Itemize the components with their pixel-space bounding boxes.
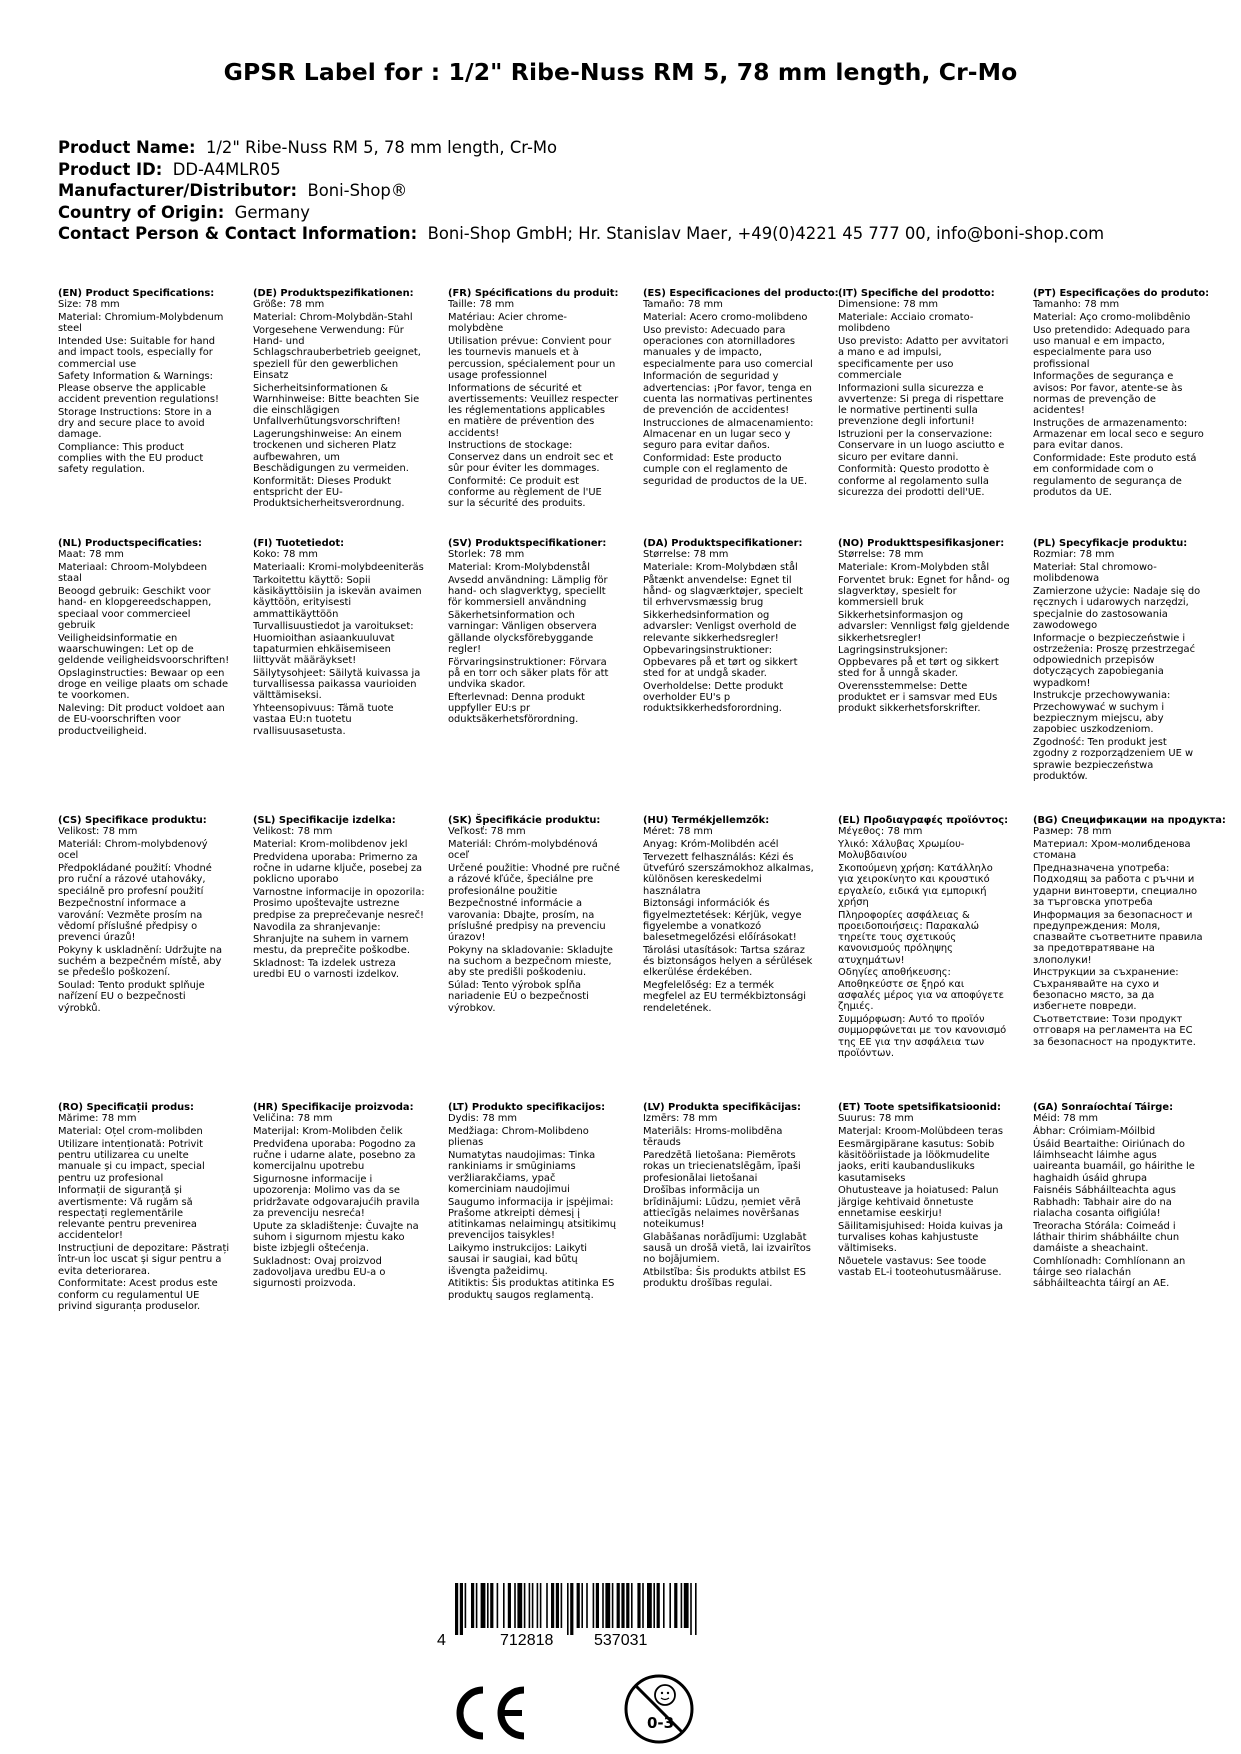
- language-heading: (SL) Specifikacije izdelka:: [253, 815, 396, 826]
- language-line: Предназначена употреба: Подходящ за работа с ръчни и ударни винтоверти, специално за търговска употреба: [1033, 862, 1198, 908]
- language-line: Tervezett felhasználás: Kézi és ütvefúró szerszámokhoz alkalmas, különösen kereskedelmi használatra: [643, 851, 814, 897]
- barcode-bar: [532, 1583, 534, 1628]
- language-line: Tamaño: 78 mm: [643, 299, 723, 311]
- language-line: Efterlevnad: Denna produkt uppfyller EU:s pr oduktsäkerhetsförordning.: [448, 691, 585, 726]
- language-line: Información de seguridad y advertencias: ¡Por favor, tenga en cuenta las normativas pertinentes de prevención de accidentes!: [643, 371, 813, 417]
- language-line: Instructions de stockage: Conservez dans un endroit sec et sûr pour éviter les dommages.: [448, 440, 614, 475]
- language-line: Υλικό: Χάλυβας Χρωμίου-Μολυβδαινίου: [838, 838, 965, 862]
- barcode-bar: [561, 1583, 563, 1628]
- barcode-bar: [556, 1583, 559, 1628]
- language-line: Material: Krom-Molybdenstål: [448, 561, 590, 573]
- language-line: Navodila za shranjevanje: Shranjujte na suhem in varnem mestu, da preprečite poškodbe.: [253, 922, 410, 956]
- language-line: Sikkerhetsinformasjon og advarsler: Vennligst følg gjeldende sikkerhetsregler!: [838, 609, 1010, 644]
- barcode-bar: [637, 1583, 640, 1628]
- language-heading: (GA) Sonraíochtaí Táirge:: [1033, 1102, 1174, 1113]
- barcode-bar: [674, 1583, 677, 1628]
- barcode-bar: [490, 1583, 493, 1628]
- barcode-bar: [529, 1583, 531, 1628]
- language-line: Material: Aço cromo-molibdênio: [1033, 311, 1191, 323]
- contact-value: Boni-Shop GmbH; Hr. Stanislav Maer, +49(0)4221 45 777 00, info@boni-shop.com: [427, 224, 1105, 243]
- ce-mark-icon: [452, 1683, 532, 1743]
- contact-label: Contact Person & Contact Information:: [58, 224, 418, 243]
- language-line: Instrukcje przechowywania: Przechowywać w suchym i bezpiecznym miejscu, aby zapobiec uszkodzeniom.: [1033, 690, 1171, 736]
- barcode-digit-first: 4: [437, 1632, 446, 1649]
- language-line: Συμμόρφωση: Αυτό το προϊόν συμμορφώνεται με τον κανονισμό της ΕΕ για την ασφάλεια των προϊόντων.: [838, 1014, 1007, 1059]
- language-line: Laikymo instrukcijos: Laikyti sausai ir saugiai, kad būtų išvengta pažeidimų.: [448, 1243, 588, 1277]
- language-block: [253, 288, 425, 511]
- barcode-bar: [612, 1583, 614, 1628]
- language-block: [253, 1102, 425, 1291]
- language-line: Compliance: This product complies with the EU product safety regulation.: [58, 441, 204, 476]
- language-block: [838, 288, 1010, 500]
- language-line: Comhlíonadh: Comhlíonann an táirge seo rialachán sábháilteachta táirgí an AE.: [1033, 1255, 1186, 1290]
- barcode-digits-right: 537031: [594, 1632, 648, 1649]
- language-line: Súlad: Tento výrobok spĺňa nariadenie EÚ o bezpečnosti výrobkov.: [448, 980, 589, 1014]
- barcode-bar: [508, 1583, 511, 1628]
- barcode-bar: [621, 1583, 624, 1628]
- language-line: Materiale: Krom-Molybden stål: [838, 561, 990, 573]
- language-line: Treoracha Stórála: Coimeád i láthair thirim shábháilte chun damáiste a sheachaint.: [1033, 1220, 1180, 1255]
- not-for-children-0-3-icon: [623, 1673, 695, 1745]
- language-block: [643, 815, 815, 1015]
- language-line: Atitiktis: Šis produktas atitinka ES produktų saugos reglamentą.: [448, 1278, 615, 1301]
- barcode-bars: [435, 1583, 705, 1635]
- language-line: Zgodność: Ten produkt jest zgodny z rozporządzeniem UE w sprawie bezpieczeństwa produktów.: [1033, 737, 1194, 782]
- language-line: Conformidad: Este producto cumple con el reglamento de seguridad de productos de la UE.: [643, 453, 808, 487]
- language-line: Материал: Хром-молибденова стомана: [1033, 838, 1191, 862]
- language-line: Overholdelse: Dette produkt overholder EU's p roduktsikkerhedsforordning.: [643, 680, 784, 715]
- barcode-bar: [681, 1583, 683, 1628]
- language-block: [1033, 1102, 1205, 1291]
- barcode-bar: [460, 1583, 463, 1635]
- page-title: GPSR Label for : 1/2" Ribe-Nuss RM 5, 78 mm length, Cr-Mo: [223, 58, 1018, 86]
- language-block: [1033, 538, 1205, 784]
- language-line: Tarkoitettu käyttö: Sopii käsikäyttöisiin ja iskevän avaimen käyttöön, erityisesti ammattikäyttöön: [253, 574, 422, 620]
- language-line: Nõuetele vastavus: See toode vastab EL-i tooteohutusmääruse.: [838, 1255, 1002, 1279]
- barcode-bar: [593, 1583, 595, 1628]
- barcode-bar: [690, 1583, 692, 1635]
- language-line: Taille: 78 mm: [448, 299, 515, 311]
- barcode-bar: [695, 1583, 697, 1635]
- language-line: Predvidena uporaba: Primerno za ročne in udarne ključe, posebej za poklicno uporabo: [253, 851, 423, 886]
- language-line: Размер: 78 mm: [1033, 826, 1112, 838]
- language-line: Informações de segurança e avisos: Por favor, atente-se às normas de prevenção de acidentes!: [1033, 371, 1183, 417]
- language-line: Zamierzone użycie: Nadaje się do ręcznych i udarowych narzędzi, specjalnie do zastosowania zawodowego: [1033, 585, 1201, 631]
- language-line: Σκοπούμενη χρήση: Κατάλληλο για χειροκίνητο και κρουστικό εργαλείο, ειδικά για εμπορική χρήση: [838, 862, 993, 908]
- manufacturer-value: Boni-Shop®: [307, 181, 408, 200]
- manufacturer-label: Manufacturer/Distributor:: [58, 181, 298, 200]
- language-line: Maat: 78 mm: [58, 549, 124, 561]
- language-block: [58, 815, 230, 1015]
- barcode-bar: [570, 1583, 573, 1635]
- language-line: Säkerhetsinformation och varningar: Vänligen observera gällande olycksförebyggande regler!: [448, 609, 597, 655]
- language-line: Velikost: 78 mm: [253, 826, 333, 838]
- language-block: [253, 538, 425, 738]
- language-line: Ohutusteave ja hoiatused: Palun järgige kehtivaid õnnetuste ennetamise eeskirju!: [838, 1185, 999, 1219]
- language-heading: (FR) Spécifications du produit:: [448, 288, 619, 299]
- barcode-bar: [497, 1583, 499, 1628]
- language-line: Storage Instructions: Store in a dry and secure place to avoid damage.: [58, 406, 212, 441]
- language-line: Size: 78 mm: [58, 299, 120, 311]
- language-line: Drošības informācija un brīdinājumi: Lūdzu, ņemiet vērā attiecīgās nelaimes novēršanas noteikumus!: [643, 1185, 801, 1231]
- language-line: Größe: 78 mm: [253, 299, 325, 311]
- language-heading: (NL) Productspecificaties:: [58, 538, 202, 549]
- language-line: Uso previsto: Adecuado para operaciones con atornilladores manuales y de impacto, especialmente para uso comercial: [643, 324, 813, 370]
- barcode-bar: [581, 1583, 583, 1628]
- barcode-bar: [596, 1583, 599, 1628]
- language-line: Matériau: Acier chrome-molybdène: [448, 311, 567, 335]
- language-block: [838, 1102, 1010, 1280]
- language-heading: (LV) Produkta specifikācijas:: [643, 1102, 801, 1113]
- language-line: Turvallisuustiedot ja varoitukset: Huomioithan asiaankuuluvat tapaturmien ehkäisemiseen liittyvät määräykset!: [253, 621, 414, 667]
- language-line: Varnostne informacije in opozorila: Prosimo upoštevajte ustrezne predpise za preprečevanje nesreč!: [253, 886, 425, 921]
- language-heading: (HR) Specifikacije proizvoda:: [253, 1102, 414, 1113]
- language-line: Sikkerhedsinformation og advarsler: Venligst overhold de relevante sikkerhedsregler!: [643, 609, 797, 644]
- product-id-row: [58, 159, 1208, 181]
- barcode-bar: [647, 1583, 652, 1628]
- language-line: Conformité: Ce produit est conforme au règlement de l'UE sur la sécurité des produits.: [448, 475, 602, 510]
- language-line: Vorgesehene Verwendung: Für Hand- und Schlagschrauberbetrieb geeignet, speziell für den gewerblichen Einsatz: [253, 324, 421, 381]
- language-line: Μέγεθος: 78 mm: [838, 826, 923, 838]
- barcode-digits-left: 712818: [500, 1632, 554, 1649]
- barcode-bar: [537, 1583, 539, 1628]
- language-line: Utilisation prévue: Convient pour les tournevis manuels et à percussion, spécialement pour un usage professionnel: [448, 335, 616, 381]
- language-line: Materiál: Chrom-molybdenový ocel: [58, 838, 208, 862]
- language-line: Størrelse: 78 mm: [838, 549, 924, 561]
- barcode-bar: [602, 1583, 604, 1628]
- language-line: Istruzioni per la conservazione: Conservare in un luogo asciutto e sicuro per evitare danni.: [838, 429, 1005, 463]
- language-line: Materiaali: Kromi-molybdeeniteräs: [253, 561, 424, 573]
- language-line: Materjal: Kroom-Molübdeen teras: [838, 1125, 1004, 1137]
- language-line: Faisnéis Sábháilteachta agus Rabhadh: Tabhair aire do na rialacha cosanta oifigiúla!: [1033, 1185, 1176, 1219]
- language-line: Úsáid Beartaithe: Oiriúnach do láimhseacht láimhe agus uaireanta buamáil, go háirithe le haghaidh úsáid ghrupa: [1033, 1138, 1195, 1184]
- language-line: Conformità: Questo prodotto è conforme al regolamento sulla sicurezza dei prodotti dell'UE.: [838, 464, 990, 498]
- language-heading: (PL) Specyfikacje produktu:: [1033, 538, 1188, 549]
- language-line: Material: Acero cromo-molibdeno: [643, 311, 808, 323]
- language-line: Upute za skladištenje: Čuvajte na suhom i sigurnom mjestu kako biste izbjegli oštećenja.: [253, 1220, 419, 1255]
- language-line: Material: Krom-molibdenov jekl: [253, 838, 408, 850]
- language-block: [448, 538, 620, 727]
- language-line: Izmērs: 78 mm: [643, 1113, 718, 1125]
- language-heading: (DA) Produktspecifikationer:: [643, 538, 803, 549]
- language-heading: (FI) Tuotetiedot:: [253, 538, 345, 549]
- language-line: Informații de siguranță și avertismente: Vă rugăm să respectați reglementările relevante pentru prevenirea accidentelor!: [58, 1185, 197, 1242]
- barcode-bar: [471, 1583, 474, 1628]
- language-line: Méret: 78 mm: [643, 826, 713, 838]
- language-line: Beoogd gebruik: Geschikt voor hand- en klopgereedschappen, speciaal voor commercieel gebruik: [58, 585, 212, 631]
- language-heading: (ET) Toote spetsifikatsioonid:: [838, 1102, 1001, 1113]
- language-block: [58, 538, 230, 738]
- language-block: [643, 1102, 815, 1291]
- language-line: Predviđena uporaba: Pogodno za ručne i udarne alate, posebno za komercijalnu upotrebu: [253, 1138, 416, 1173]
- language-heading: (HU) Termékjellemzők:: [643, 815, 770, 826]
- barcode-bar: [669, 1583, 671, 1628]
- language-line: Dimensione: 78 mm: [838, 299, 938, 311]
- language-heading: (NO) Produkttspesifikasjoner:: [838, 538, 1005, 549]
- language-line: Materijal: Krom-Molibden čelik: [253, 1125, 403, 1137]
- language-heading: (RO) Specificații produs:: [58, 1102, 194, 1113]
- language-line: Material: Chromium-Molybdenum steel: [58, 311, 224, 335]
- language-line: Numatytas naudojimas: Tinka rankiniams ir smūginiams veržliarakčiams, ypač komerciniam naudojimui: [448, 1149, 596, 1195]
- language-heading: (IT) Specifiche del prodotto:: [838, 288, 995, 299]
- language-line: Méid: 78 mm: [1033, 1113, 1099, 1125]
- barcode-bar: [487, 1583, 489, 1628]
- language-heading: (LT) Produkto specifikacijos:: [448, 1102, 606, 1113]
- language-line: Sicherheitsinformationen & Warnhinweise: Bitte beachten Sie die einschlägigen Unfallverhütungsvorschriften!: [253, 382, 420, 428]
- language-line: Πληροφορίες ασφάλειας & προειδοποιήσεις: Παρακαλώ τηρείτε τους σχετικούς κανονισμούς πρόληψης ατυχημάτων!: [838, 909, 979, 966]
- language-heading: (SV) Produktspecifikationer:: [448, 538, 607, 549]
- language-line: Informacje o bezpieczeństwie i ostrzeżenia: Proszę przestrzegać odpowiednich przepisów dotyczących zapobiegania wypadkom!: [1033, 632, 1196, 689]
- language-block: [448, 288, 620, 511]
- language-line: Biztonsági információk és figyelmeztetések: Kérjük, vegye figyelembe a vonatkozó balesetmegelőzési előírásokat!: [643, 898, 802, 944]
- language-line: Информация за безопасност и предупреждения: Моля, спазвайте съответните правила за предотвратяване на злополуки!: [1033, 909, 1203, 966]
- language-line: Opslaginstructies: Bewaar op een droge en veilige plaats om schade te voorkomen.: [58, 667, 229, 702]
- language-line: Naleving: Dit product voldoet aan de EU-voorschriften voor productveiligheid.: [58, 703, 225, 737]
- language-line: Medžiaga: Chrom-Molibdeno plienas: [448, 1125, 589, 1149]
- language-line: Lagerungshinweise: An einem trockenen und sicheren Platz aufbewahren, um Beschädigungen zu vermeiden.: [253, 429, 409, 475]
- language-block: [448, 1102, 620, 1302]
- language-line: Veličina: 78 mm: [253, 1113, 333, 1125]
- language-line: Určené použitie: Vhodné pre ručné a rázové kľúče, špeciálne pre profesionálne použitie: [448, 862, 620, 897]
- barcode-bar: [476, 1583, 478, 1628]
- barcode-bar: [503, 1583, 505, 1628]
- language-line: Konformität: Dieses Produkt entspricht der EU-Produktsicherheitsverordnung.: [253, 475, 405, 510]
- language-heading: (BG) Спецификации на продукта:: [1033, 815, 1226, 826]
- language-line: Οδηγίες αποθήκευσης: Αποθηκεύστε σε ξηρό και ασφαλές μέρος για να αποφύγετε ζημιές.: [838, 967, 1004, 1013]
- barcode-bar: [586, 1583, 588, 1628]
- language-line: Soulad: Tento produkt splňuje nařízení EU o bezpečnosti výrobků.: [58, 980, 205, 1014]
- language-line: Tárolási utasítások: Tartsa száraz és biztonságos helyen a sérülések elkerülése érdekében.: [643, 944, 813, 979]
- language-heading: (CS) Specifikace produktu:: [58, 815, 207, 826]
- language-line: Instrucțiuni de depozitare: Păstrați într-un loc uscat și sigur pentru a evita deteriorarea.: [58, 1243, 230, 1277]
- language-line: Glabāšanas norādījumi: Uzglabāt sausā un drošā vietā, lai izvairītos no bojājumiem.: [643, 1231, 811, 1266]
- manufacturer-row: [58, 180, 1208, 202]
- barcode-bar: [540, 1583, 542, 1628]
- barcode-bar: [465, 1583, 467, 1628]
- language-line: Utilizare intenționată: Potrivit pentru utilizarea cu unelte manuale și cu impact, special pentru uz profesional: [58, 1138, 205, 1184]
- language-line: Intended Use: Suitable for hand and impact tools, especially for commercial use: [58, 335, 216, 370]
- language-line: Eesmärgipärane kasutus: Sobib käsitööriistade ja löökmudelite jaoks, eriti kaubanduslikuks kasutamiseks: [838, 1138, 995, 1184]
- language-line: Informazioni sulla sicurezza e avvertenze: Si prega di rispettare le normative pertinenti sulla prevenzione degli infortuni!: [838, 382, 1004, 428]
- language-line: Instrucciones de almacenamiento: Almacenar en un lugar seco y seguro para evitar daños.: [643, 417, 814, 452]
- language-heading: (ES) Especificaciones del producto:: [643, 288, 839, 299]
- language-line: Dydis: 78 mm: [448, 1113, 518, 1125]
- language-line: Storlek: 78 mm: [448, 549, 525, 561]
- product-info-block: [58, 137, 1208, 245]
- language-line: Materiál: Chróm-molybdénová oceľ: [448, 838, 598, 862]
- language-line: Materiale: Acciaio cromato-molibdeno: [838, 311, 974, 335]
- barcode-bar: [577, 1583, 580, 1628]
- barcode-bar: [546, 1583, 548, 1628]
- language-line: Předpokládané použití: Vhodné pro ruční a rázové utahováky, speciálně pro profesní použití: [58, 862, 212, 897]
- language-block: [643, 538, 815, 716]
- language-block: [58, 288, 230, 477]
- language-block: [253, 815, 425, 982]
- barcode-bar: [551, 1583, 554, 1628]
- language-line: Størrelse: 78 mm: [643, 549, 729, 561]
- language-line: Materiaal: Chroom-Molybdeen staal: [58, 561, 207, 585]
- product-id-label: Product ID:: [58, 159, 163, 179]
- language-line: Ábhar: Cróimiam-Móilbid: [1033, 1125, 1156, 1137]
- language-line: Uso previsto: Adatto per avvitatori a mano e ad impulsi, specificamente per uso commerciale: [838, 335, 1009, 381]
- barcode-bar: [524, 1583, 526, 1628]
- product-name-row: [58, 137, 1208, 159]
- language-line: Megfelelőség: Ez a termék megfelel az EU termékbiztonsági rendeletének.: [643, 980, 807, 1014]
- barcode-bar: [642, 1583, 644, 1628]
- language-line: Sigurnosne informacije i upozorenja: Molimo vas da se pridržavate odgovarajućih pravila za prevenciju nesreća!: [253, 1173, 420, 1219]
- country-of-origin-value: Germany: [234, 202, 311, 222]
- language-heading: (EL) Προδιαγραφές προϊόντος:: [838, 815, 1009, 826]
- language-line: Påtænkt anvendelse: Egnet til hånd- og slagværktøjer, specielt til erhvervsmæssig brug: [643, 574, 803, 609]
- language-line: Lagringsinstruksjoner: Oppbevares på et tørt og sikkert sted for å unngå skader.: [838, 645, 999, 679]
- language-line: Material: Chrom-Molybdän-Stahl: [253, 311, 413, 323]
- language-block: [58, 1102, 230, 1314]
- language-line: Safety Information & Warnings: Please observe the applicable accident prevention regulations!: [58, 371, 219, 405]
- barcode-bar: [626, 1583, 629, 1628]
- barcode-bar: [663, 1583, 665, 1628]
- language-line: Avsedd användning: Lämplig för hand- och slagverktyg, speciellt för kommersiell användning: [448, 574, 608, 609]
- language-line: Instruções de armazenamento: Armazenar em local seco e seguro para evitar danos.: [1033, 417, 1204, 452]
- language-line: Material: Oțel crom-molibden: [58, 1125, 203, 1137]
- language-heading: (DE) Produktspezifikationen:: [253, 288, 414, 299]
- age-range-label: 0-3: [647, 1714, 675, 1732]
- language-line: Paredzētā lietošana: Piemērots rokas un triecienatslēgām, īpaši profesionālai lietošanai: [643, 1149, 801, 1184]
- language-block: [1033, 288, 1210, 500]
- language-line: Förvaringsinstruktioner: Förvara på en torr och säker plats för att undvika skador.: [448, 656, 609, 691]
- language-line: Opbevaringsinstruktioner: Opbevares på et tørt og sikkert sted for at undgå skader.: [643, 645, 798, 679]
- barcode-bar: [617, 1583, 620, 1628]
- language-line: Mărime: 78 mm: [58, 1113, 137, 1125]
- language-line: Saugumo informacija ir įspėjimai: Prašome atkreipti dėmesį į atitinkamas nelaimingų atsitikimų prevencijos taisykles!: [448, 1196, 617, 1242]
- language-line: Rozmiar: 78 mm: [1033, 549, 1115, 561]
- language-line: Sukladnost: Ovaj proizvod zadovoljava uredbu EU-a o sigurnosti proizvoda.: [253, 1255, 386, 1290]
- language-line: Koko: 78 mm: [253, 549, 318, 561]
- language-block: [1033, 815, 1226, 1049]
- language-heading: (PT) Especificações do produto:: [1033, 288, 1210, 299]
- language-line: Overensstemmelse: Dette produktet er i samsvar med EUs produkt sikkerhetsforskrifter.: [838, 680, 998, 715]
- language-line: Skladnost: Ta izdelek ustreza uredbi EU o varnosti izdelkov.: [253, 957, 400, 980]
- language-line: Yhteensopivuus: Tämä tuote vastaa EU:n tuotetu rvallisuusasetusta.: [253, 703, 394, 737]
- language-line: Съответствие: Този продукт отговаря на регламента на ЕС за безопасност на продуктите.: [1033, 1014, 1196, 1048]
- language-line: Veiligheidsinformatie en waarschuwingen: Let op de geldende veiligheidsvoorschriften!: [58, 632, 230, 667]
- contact-row: [58, 223, 1208, 245]
- country-of-origin-row: [58, 202, 1208, 224]
- barcode-bar: [684, 1583, 689, 1628]
- language-line: Forventet bruk: Egnet for hånd- og slagverktøy, spesielt for kommersiell bruk: [838, 574, 1010, 609]
- barcode-bar: [567, 1583, 569, 1635]
- barcode-bar: [605, 1583, 610, 1628]
- language-line: Pokyny k uskladnění: Udržujte na suchém a bezpečném místě, aby se předešlo poškození.: [58, 944, 223, 979]
- barcode-bar: [455, 1583, 458, 1635]
- language-block: [643, 288, 839, 488]
- language-line: Anyag: Króm-Molibdén acél: [643, 838, 779, 850]
- language-line: Materiāls: Hroms-molibdēna tērauds: [643, 1125, 783, 1149]
- ean-barcode: [435, 1583, 705, 1665]
- language-line: Pokyny na skladovanie: Skladujte na suchom a bezpečnom mieste, aby ste predišli poškodeniu.: [448, 944, 613, 979]
- language-line: Materiale: Krom-Molybdæn stål: [643, 561, 798, 573]
- language-heading: (EN) Product Specifications:: [58, 288, 215, 299]
- language-line: Tamanho: 78 mm: [1033, 299, 1120, 311]
- language-line: Uso pretendido: Adequado para uso manual e em impacto, especialmente para uso profissional: [1033, 324, 1191, 370]
- language-line: Säilytysohjeet: Säilytä kuivassa ja turvallisessa paikassa vaurioiden välttämiseksi.: [253, 667, 421, 702]
- product-id-value: DD-A4MLR05: [172, 159, 281, 179]
- language-block: [838, 815, 1010, 1061]
- barcode-bar: [657, 1583, 660, 1628]
- language-line: Инструкции за съхранение: Съхранявайте на сухо и безопасно място, за да избегнете повреди.: [1033, 967, 1179, 1013]
- language-line: Informations de sécurité et avertissements: Veuillez respecter les réglementations applicables en matière de prévention des accidents!: [448, 382, 619, 439]
- language-line: Velikost: 78 mm: [58, 826, 138, 838]
- product-name-label: Product Name:: [58, 138, 196, 157]
- language-line: Conformitate: Acest produs este conform cu regulamentul UE privind siguranța produselor.: [58, 1278, 218, 1312]
- language-line: Atbilstība: Šis produkts atbilst ES produktu drošības regulai.: [643, 1267, 806, 1290]
- country-of-origin-label: Country of Origin:: [58, 202, 225, 222]
- barcode-bar: [517, 1583, 522, 1628]
- barcode-bar: [653, 1583, 655, 1628]
- language-line: Materiał: Stal chromowo-molibdenowa: [1033, 561, 1157, 585]
- language-line: Conformidade: Este produto está em conformidade com o regulamento de segurança de produtos da UE.: [1033, 453, 1197, 498]
- language-line: Bezpečnostní informace a varování: Vezměte prosím na vědomí příslušné předpisy o prevenci úrazů!: [58, 898, 203, 944]
- language-block: [838, 538, 1010, 716]
- language-block: [448, 815, 620, 1015]
- language-line: Bezpečnostné informácie a varovania: Dbajte, prosím, na príslušné predpisy na prevenciu úrazov!: [448, 898, 606, 944]
- language-line: Veľkosť: 78 mm: [448, 826, 526, 838]
- product-name-value: 1/2" Ribe-Nuss RM 5, 78 mm length, Cr-Mo: [205, 138, 558, 157]
- barcode-bar: [631, 1583, 633, 1628]
- language-line: Suurus: 78 mm: [838, 1113, 914, 1125]
- barcode-bar: [481, 1583, 486, 1628]
- language-line: Säilitamisjuhised: Hoida kuivas ja turvalises kohas kahjustuste vältimiseks.: [838, 1220, 1004, 1255]
- language-heading: (SK) Špecifikácie produktu:: [448, 815, 601, 826]
- barcode-bar: [514, 1583, 516, 1628]
